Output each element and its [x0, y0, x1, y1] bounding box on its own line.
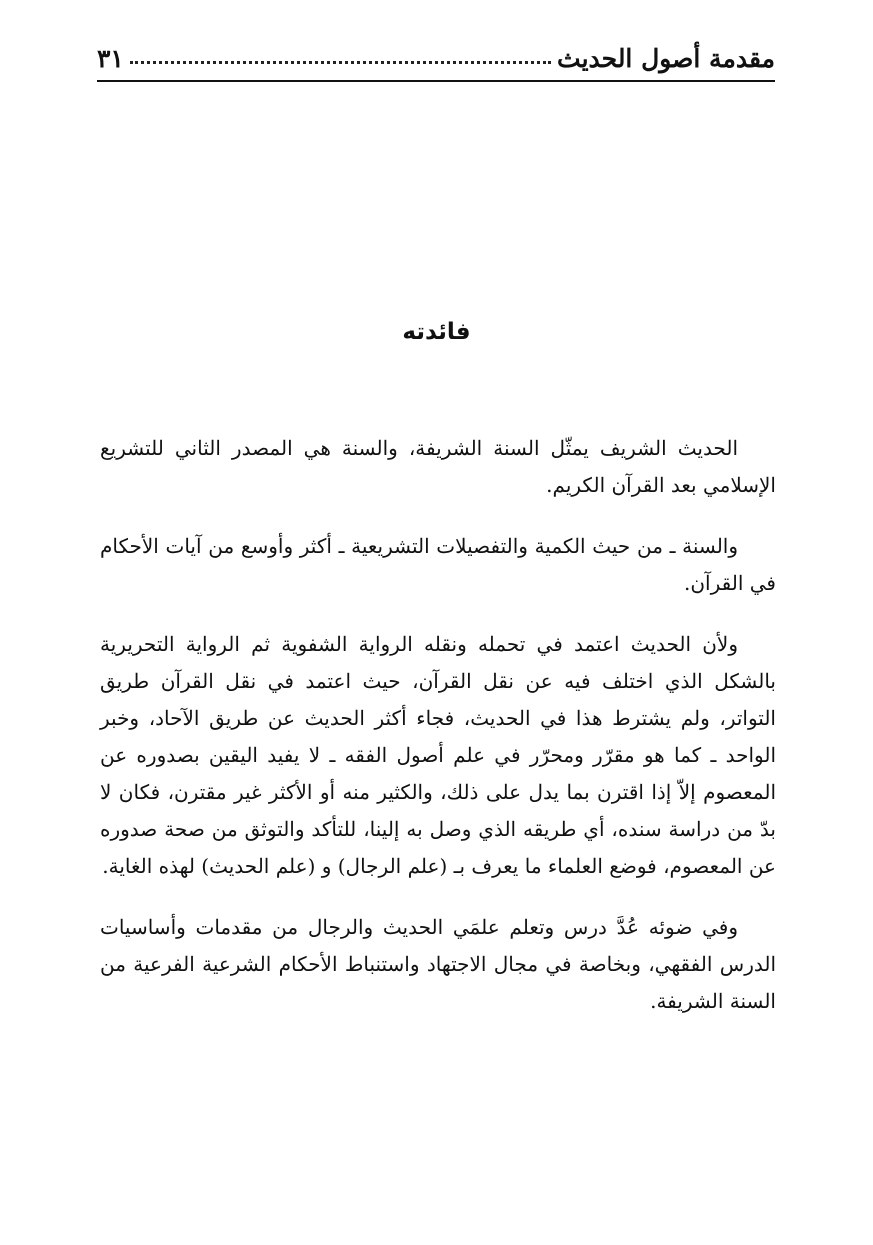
section-title: فائدته [402, 319, 471, 345]
running-header [97, 28, 775, 74]
dotted-leader [130, 61, 551, 64]
paragraph: الحديث الشريف يمثّل السنة الشريفة، والسنة هي المصدر الثاني للتشريع الإسلامي بعد القرآن الكريم. [100, 436, 776, 497]
body-text [100, 430, 776, 1044]
page-number: ٣١ [97, 44, 124, 73]
paragraph: ولأن الحديث اعتمد في تحمله ونقله الرواية الشفوية ثم الرواية التحريرية بالشكل الذي اختلف فيه عن نقل القرآن، حيث اعتمد في نقل القرآن طريق التواتر، ولم يشترط هذا في الحديث، فجاء أكثر الحديث عن طريق الآحاد، وخبر الواحد ـ كما هو مقرّر ومحرّر في علم أصول الفقه ـ لا يفيد اليقين بصدوره عن المعصوم إلاّ إذا اقترن بما يدل على ذلك، والكثير منه أو الأكثر غير مقترن، فكان لا بدّ من دراسة سنده، أي طريقه الذي وصل به إلينا، للتأكد والتوثق من صحة صدوره عن المعصوم، فوضع العلماء ما يعرف بـ (علم الرجال) و (علم الحديث) لهذه الغاية. [100, 632, 777, 878]
paragraph: وفي ضوئه عُدَّ درس وتعلم علمَي الحديث والرجال من مقدمات وأساسيات الدرس الفقهي، وبخاصة في مجال الاجتهاد واستنباط الأحكام الشرعية الفرعية من السنة الشريفة. [100, 915, 776, 1013]
paragraph: والسنة ـ من حيث الكمية والتفصيلات التشريعية ـ أكثر وأوسع من آيات الأحكام في القرآن. [100, 534, 776, 595]
running-header-title: مقدمة أصول الحديث [557, 44, 775, 73]
header-rule [97, 80, 775, 82]
